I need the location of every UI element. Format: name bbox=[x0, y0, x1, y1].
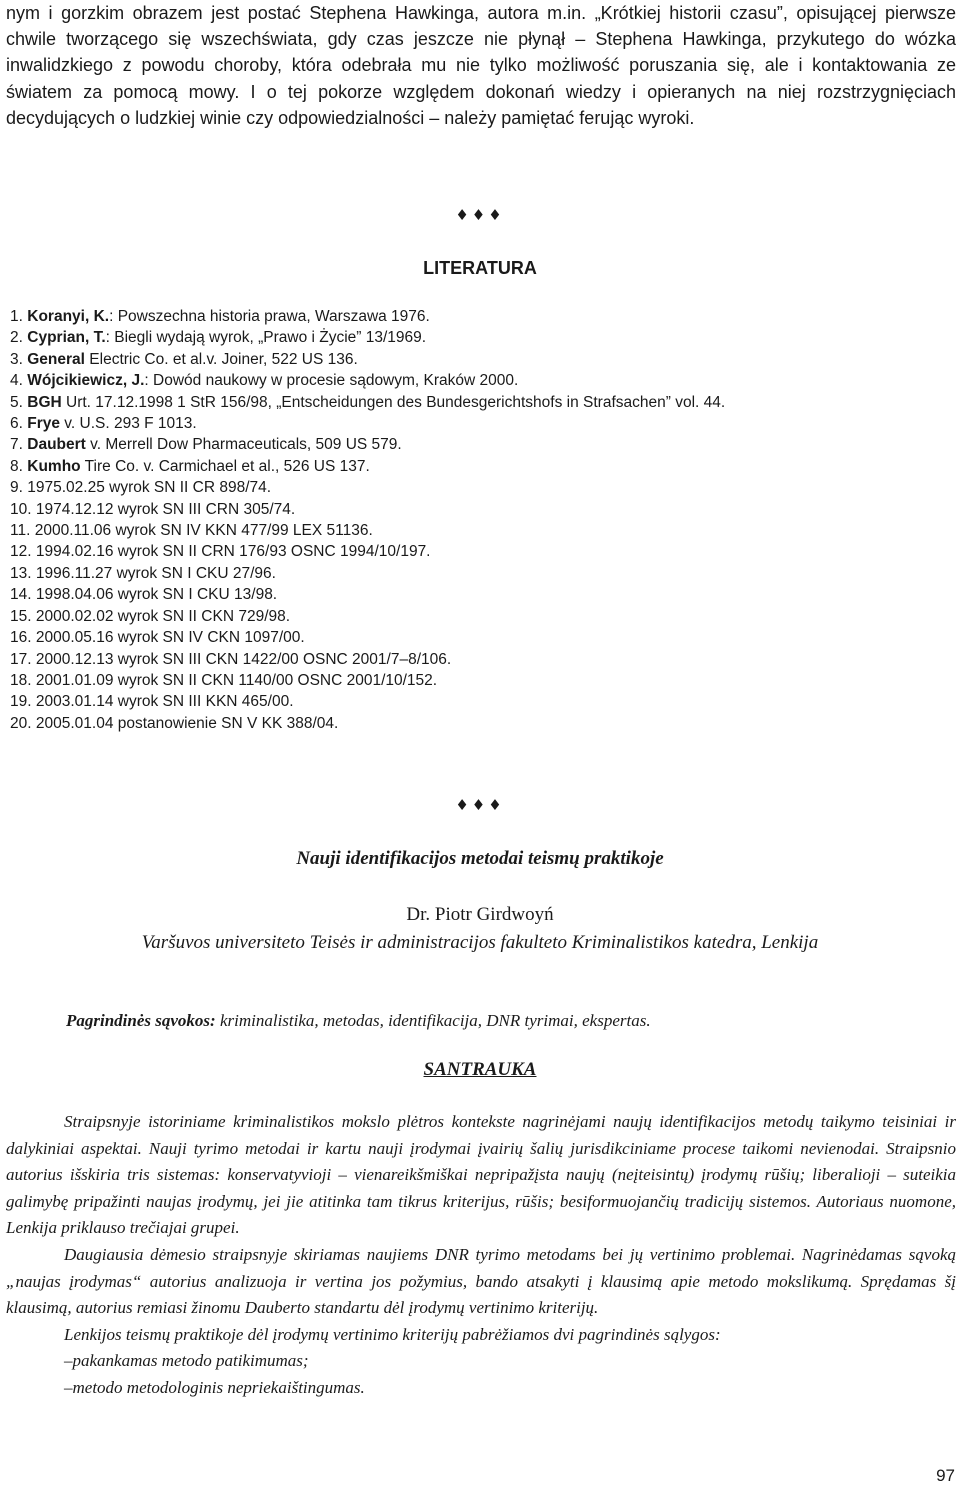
keywords-line bbox=[66, 1011, 946, 1031]
page-number: 97 bbox=[936, 1466, 955, 1485]
summary-paragraph: Lenkijos teismų praktikoje dėl įrodymų vertinimo kriterijų pabrėžiamos dvi pagrindinės sąlygos: bbox=[64, 1324, 721, 1344]
reference-item: 2. Cyprian, T.: Biegli wydają wyrok, „Prawo i Życie” 13/1969. bbox=[10, 329, 427, 347]
reference-item: 16. 2000.05.16 wyrok SN IV CKN 1097/00. bbox=[10, 629, 305, 647]
reference-item: 9. 1975.02.25 wyrok SN II CR 898/74. bbox=[10, 479, 272, 497]
reference-item: 1. Koranyi, K.: Powszechna historia prawa, Warszawa 1976. bbox=[10, 308, 430, 325]
summary-dash-item: –metodo metodologinis nepriekaištingumas. bbox=[64, 1377, 365, 1397]
literature-heading: LITERATURA bbox=[423, 258, 537, 278]
reference-item: 3. General Electric Co. et al.v. Joiner, 522 US 136. bbox=[10, 350, 358, 368]
summary-dash-item: –pakankamas metodo patikimumas; bbox=[64, 1351, 309, 1371]
summary-title: Nauji identifikacijos metodai teismų praktikoje bbox=[296, 848, 664, 869]
reference-item: 15. 2000.02.02 wyrok SN II CKN 729/98. bbox=[10, 607, 291, 625]
reference-item: 19. 2003.01.14 wyrok SN III KKN 465/00. bbox=[10, 693, 294, 711]
intro-paragraph: nym i gorzkim obrazem jest postać Stephena Hawkinga, autora m.in. „Krótkiej historii czasu”, opisującej pierwsze chwile tworzącego się wszechświata, gdy czas jeszcze nie płynął – Stephena Hawkinga, przykutego do wózka inwalidzkiego z powodu choroby, która odebrała mu nie tylko możliwość poruszania się, ale i kontaktowania ze światem za pomocą mowy. I o tej pokorze względem dokonań wiedzy i opieranych na niej rozstrzygnięciach decydujących o ludzkiej winie czy odpowiedzialności – należy pamiętać ferując wyroki. bbox=[6, 3, 956, 128]
reference-item: 17. 2000.12.13 wyrok SN III CKN 1422/00 OSNC 2001/7–8/106. bbox=[10, 650, 452, 668]
summary-paragraph: Daugiausia dėmesio straipsnyje skiriamas naujiems DNR tyrimo metodams bei jų vertinimo problemai. Nagrinėdamas sąvoką „naujas įrodymas“ autorius analizuoja ir vertina jos požymius, bando atsakyti į klausimą apie metodo mokslikumą. Sprędamas šį klausimą, autorius remiasi žinomu Dauberto standartu dėl įrodymų vertinimo kriterijų. bbox=[6, 1244, 956, 1318]
summary-body bbox=[6, 1109, 956, 1402]
reference-item: 18. 2001.01.09 wyrok SN II CKN 1140/00 OSNC 2001/10/152. bbox=[10, 671, 438, 689]
reference-item: 14. 1998.04.06 wyrok SN I CKU 13/98. bbox=[10, 586, 278, 604]
separator-diamonds: ♦♦♦ bbox=[455, 796, 505, 814]
reference-list bbox=[10, 306, 950, 734]
separator-diamonds: ♦♦♦ bbox=[455, 206, 505, 224]
summary-heading: SANTRAUKA bbox=[423, 1059, 537, 1080]
reference-item: 12. 1994.02.16 wyrok SN II CRN 176/93 OSNC 1994/10/197. bbox=[10, 543, 431, 561]
reference-item: 13. 1996.11.27 wyrok SN I CKU 27/96. bbox=[10, 564, 276, 582]
keywords-label: Pagrindinės sąvokos: bbox=[66, 1011, 216, 1030]
summary-paragraph: Straipsnyje istoriniame kriminalistikos mokslo plėtros kontekste nagrinėjami naujų identifikacijos metodų taikymo teisiniai ir dalykiniai aspektai. Nauji tyrimo metodai ir kartu nauji įrodymai įvairių šalių jurisdikciniame procese taikomi nevienodai. Straipsnio autorius išskiria tris sistemas: konservatyvioji – vienareikšmiškai nepripažįsta naujų (neįteisintų) įrodymų rūšių; liberalioji – suteikia galimybę pripažinti naujas įrodymų, jei jie atitinka tam tikrus kriterijus, rūšis; besiformuojančių tradicijų sistemos. Autoriaus nuomone, Lenkija priklauso trečiajai grupei. bbox=[6, 1112, 956, 1238]
summary-affiliation: Varšuvos universiteto Teisės ir administracijos fakulteto Kriminalistikos katedra, Lenkija bbox=[141, 932, 819, 953]
reference-item: 11. 2000.11.06 wyrok SN IV KKN 477/99 LEX 51136. bbox=[10, 522, 373, 540]
reference-item: 8. Kumho Tire Co. v. Carmichael et al., 526 US 137. bbox=[10, 457, 370, 475]
keywords-text: kriminalistika, metodas, identifikacija, DNR tyrimai, ekspertas. bbox=[215, 1011, 651, 1030]
reference-item: 5. BGH Urt. 17.12.1998 1 StR 156/98, „Entscheidungen des Bundesgerichtshofs in Strafsachen” vol. 44. bbox=[10, 393, 726, 411]
reference-item: 6. Frye v. U.S. 293 F 1013. bbox=[10, 415, 197, 433]
summary-author: Dr. Piotr Girdwoyń bbox=[406, 904, 554, 925]
reference-item: 20. 2005.01.04 postanowienie SN V KK 388/04. bbox=[10, 714, 339, 732]
reference-item: 4. Wójcikiewicz, J.: Dowód naukowy w procesie sądowym, Kraków 2000. bbox=[10, 372, 519, 390]
reference-item: 10. 1974.12.12 wyrok SN III CRN 305/74. bbox=[10, 500, 296, 518]
reference-item: 7. Daubert v. Merrell Dow Pharmaceuticals, 509 US 579. bbox=[10, 436, 402, 454]
